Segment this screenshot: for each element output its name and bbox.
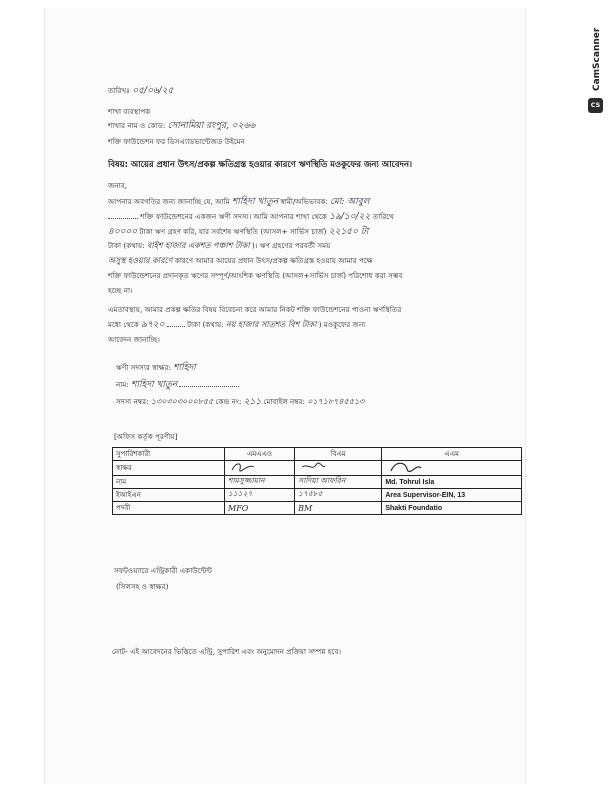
approval-table	[112, 447, 522, 515]
subject-line: বিষয়: আয়ের প্রধান উৎস/প্রকল্প ক্ষতিগ্রস্ত হওয়ার কারণে ঋণস্থিতি মওকুফের জন্য আবেদন।	[108, 159, 412, 169]
row-label: পদবী	[113, 502, 225, 515]
signature-cell	[382, 461, 522, 476]
camscanner-brand: CamScanner	[592, 27, 602, 91]
table-cell: MFO	[225, 502, 295, 515]
member-name-hw: শাহিদা খাতুন	[231, 197, 279, 207]
center-label: কেন্দ্র নং:	[215, 397, 242, 406]
body-text: তারিখে	[372, 212, 394, 221]
signature-cell	[295, 461, 382, 476]
date-line	[108, 86, 174, 96]
row-label: স্বাক্ষর	[113, 461, 225, 476]
date-label: তারিখঃ	[108, 86, 131, 95]
stamp-name: Md. Tohrul Isla	[382, 476, 522, 489]
date-value: ০৫/০৬/২৫	[132, 86, 174, 96]
mobile-value: ০১৭১৮৭৪৫৫১৩	[307, 397, 365, 406]
body-line-3	[108, 227, 368, 237]
body-text: কারণে আমার আয়ের প্রধান উৎস/প্রকল্প ক্ষতিগ্রস্ত হওয়ায় আমার পক্ষে	[174, 256, 373, 265]
branch-label: শাখার নাম ও কোড:	[108, 121, 166, 130]
body-line-10: আবেদন জানাচ্ছি।	[108, 335, 160, 344]
table-row	[113, 461, 522, 476]
body-text: আপনার অবগতির জন্য জানাচ্ছি যে, আমি	[108, 197, 230, 206]
table-cell: ১৭৫৮৫	[295, 489, 382, 502]
body-line-5	[108, 256, 373, 265]
body-text: মধ্যে থেকে	[108, 320, 139, 329]
body-text: টাকা (কথায়:	[108, 241, 145, 250]
body-line-8: এমতাবস্থায়, আমার প্রকল্প ক্ষতির বিষয় বিবেচনা করে আমার নিকট শক্তি ফাউন্ডেশনের পাওনা ঋণস্থিতির	[108, 305, 402, 314]
reason-hw: অসুস্থ হওয়ার কারণে	[108, 256, 173, 265]
member-name-line	[116, 380, 239, 390]
signature-mark-icon	[228, 461, 258, 473]
table-cell: শামসুজ্জামান	[225, 476, 295, 489]
loan-amount-hw: ৪০০০০	[108, 227, 138, 237]
balance-hw: ২২১৫০ টা	[328, 227, 369, 237]
mobile-label: মোবাইল নম্বর:	[263, 397, 305, 406]
member-name-value: শাহিদা খাতুন	[131, 380, 178, 390]
body-text: টাকা ঋণ গ্রহণ করি, যার সর্বশেষ ঋণস্থিতি (আসল+ সার্ভিস চার্জ)	[139, 227, 327, 236]
body-line-6: শক্তি ফাউন্ডেশনের প্রদানকৃত ঋণের সম্পূর্ণ/আংশিক ঋণস্থিতি (আসল+সার্ভিস চার্জ) পরিশোধ করা সম্ভব	[108, 271, 403, 280]
row-label: নাম	[113, 476, 225, 489]
body-text: শক্তি ফাউন্ডেশনের একজন ঋণী সদস্য। আমি আপনার শাখা থেকে	[140, 212, 327, 221]
table-header: এমএএও	[225, 448, 295, 461]
loan-date-hw: ১৯/১০/২২	[329, 212, 371, 222]
accountant-seal-note: (সিলসহ ও স্বাক্ষর)	[116, 582, 169, 591]
table-row	[113, 489, 522, 502]
org-name: শক্তি ফাউন্ডেশন ফর ডিসএ্যাডভান্টেজড উইমেন	[108, 137, 245, 146]
recipient-title: শাখা ব্যবস্থাপক	[108, 107, 151, 116]
body-text: স্বামী/অভিভাবক:	[280, 197, 328, 206]
body-line-9	[108, 320, 365, 330]
member-name-label: নাম:	[116, 380, 129, 389]
table-row	[113, 502, 522, 515]
table-cell: BM	[295, 502, 382, 515]
member-sign-line	[116, 363, 196, 373]
signature-mark-icon	[385, 461, 425, 473]
member-id-value: ১৩০৩০৩০০০৮৫৫	[150, 397, 214, 406]
guardian-name-hw: মো: আবুল	[330, 197, 370, 207]
table-cell: সাদিয়া আফরিন	[295, 476, 382, 489]
table-header: এএম	[382, 448, 522, 461]
body-line-1	[108, 197, 370, 207]
member-sign-label: ঋণী সদস্যর স্বাক্ষর:	[116, 363, 171, 372]
table-cell: ১১১২৭	[225, 489, 295, 502]
accountant-title: সফটওয়্যারে এন্ট্রিকারী একাউন্টেন্ট	[114, 566, 213, 575]
body-line-7: হচ্ছে না।	[108, 286, 133, 295]
footer-note: নোট- এই আবেদনের ভিত্তিতে এন্ট্রি, সুপারিশ এবং অনুমোদন প্রক্রিয়া সম্পন্ন হবে।	[112, 647, 342, 656]
waive-words-hw: নয় হাজার সাতশত বিশ টাকা	[225, 320, 317, 329]
body-text: )। ঋণ গ্রহণের পরবর্তী সময়	[251, 241, 331, 250]
table-header: সুপারিশকারী	[113, 448, 225, 461]
office-heading: [অফিস কর্তৃক পূরণীয়]	[114, 432, 178, 441]
camscanner-logo-icon: CS	[588, 98, 603, 113]
member-id-line	[116, 397, 364, 407]
amount-words-hw: বাইশ হাজার একশত পঞ্চাশ টাকা	[146, 241, 250, 250]
waive-amount-hw: ৯৭২০	[141, 320, 165, 330]
signature-cell	[225, 461, 295, 476]
branch-value: সোনামিয়া রংপুর, ০২৬৬	[167, 121, 256, 131]
row-label: ইআইএন	[113, 489, 225, 502]
table-row	[113, 476, 522, 489]
branch-line	[108, 121, 255, 131]
camscanner-watermark	[588, 18, 604, 113]
stamp-org: Shakti Foundatio	[382, 502, 522, 515]
body-line-4	[108, 241, 330, 250]
stamp-ein: Area Supervisor-EIN, 13	[382, 489, 522, 502]
body-line-2	[108, 212, 394, 222]
table-header-row	[113, 448, 522, 461]
table-header: বিএম	[295, 448, 382, 461]
body-text: ) মওকুফের জন্য	[318, 320, 366, 329]
center-value: ২১১	[243, 397, 262, 407]
member-id-label: সদস্য নম্বর:	[116, 397, 149, 406]
salutation: জনাব,	[108, 181, 128, 190]
member-signature-hw: শাহিদা	[173, 363, 196, 373]
body-text: টাকা (কথায়:	[187, 320, 224, 329]
signature-mark-icon	[298, 461, 328, 473]
